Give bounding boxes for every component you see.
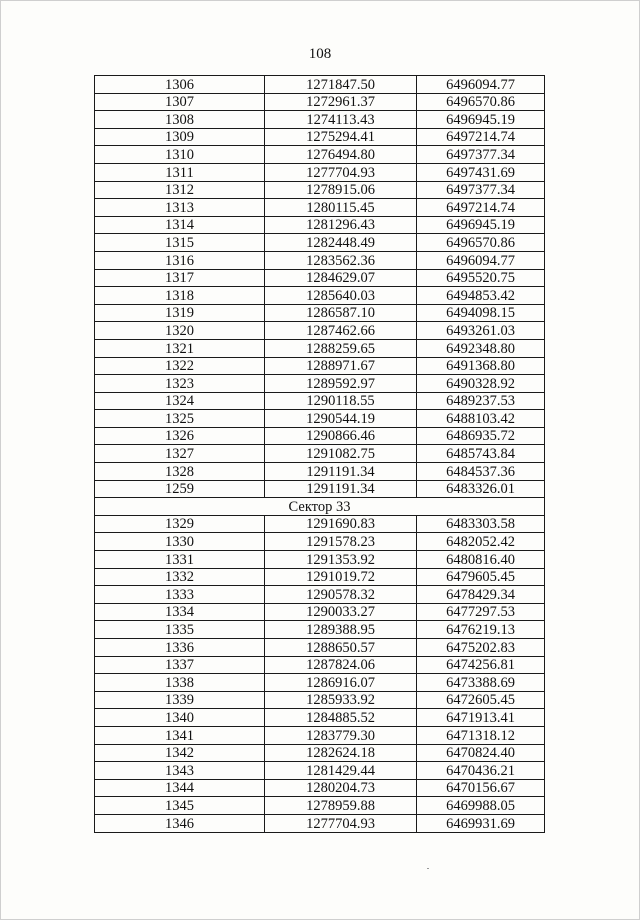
table-row bbox=[95, 568, 545, 586]
point-number-cell: 1337 bbox=[95, 656, 265, 674]
table-row bbox=[95, 445, 545, 463]
y-coordinate-cell: 6494098.15 bbox=[417, 304, 545, 322]
y-coordinate-cell: 6470436.21 bbox=[417, 762, 545, 780]
point-number-cell: 1338 bbox=[95, 674, 265, 692]
table-row bbox=[95, 427, 545, 445]
point-number-cell: 1306 bbox=[95, 76, 265, 94]
table-row bbox=[95, 76, 545, 94]
x-coordinate-cell: 1276494.80 bbox=[265, 146, 417, 164]
x-coordinate-cell: 1271847.50 bbox=[265, 76, 417, 94]
x-coordinate-cell: 1287824.06 bbox=[265, 656, 417, 674]
y-coordinate-cell: 6469931.69 bbox=[417, 814, 545, 832]
table-row bbox=[95, 234, 545, 252]
table-row bbox=[95, 656, 545, 674]
table-row bbox=[95, 691, 545, 709]
y-coordinate-cell: 6470156.67 bbox=[417, 779, 545, 797]
table-row bbox=[95, 463, 545, 481]
x-coordinate-cell: 1291690.83 bbox=[265, 515, 417, 533]
table-row bbox=[95, 128, 545, 146]
y-coordinate-cell: 6496945.19 bbox=[417, 216, 545, 234]
x-coordinate-cell: 1290578.32 bbox=[265, 586, 417, 604]
y-coordinate-cell: 6488103.42 bbox=[417, 410, 545, 428]
table-row bbox=[95, 621, 545, 639]
y-coordinate-cell: 6490328.92 bbox=[417, 375, 545, 393]
y-coordinate-cell: 6476219.13 bbox=[417, 621, 545, 639]
x-coordinate-cell: 1280204.73 bbox=[265, 779, 417, 797]
x-coordinate-cell: 1291578.23 bbox=[265, 533, 417, 551]
table-row bbox=[95, 674, 545, 692]
y-coordinate-cell: 6477297.53 bbox=[417, 603, 545, 621]
point-number-cell: 1334 bbox=[95, 603, 265, 621]
table-row bbox=[95, 181, 545, 199]
table-row bbox=[95, 287, 545, 305]
y-coordinate-cell: 6482052.42 bbox=[417, 533, 545, 551]
point-number-cell: 1342 bbox=[95, 744, 265, 762]
x-coordinate-cell: 1282448.49 bbox=[265, 234, 417, 252]
y-coordinate-cell: 6496570.86 bbox=[417, 234, 545, 252]
table-row bbox=[95, 814, 545, 832]
y-coordinate-cell: 6479605.45 bbox=[417, 568, 545, 586]
point-number-cell: 1259 bbox=[95, 480, 265, 498]
table-row bbox=[95, 146, 545, 164]
x-coordinate-cell: 1291191.34 bbox=[265, 463, 417, 481]
y-coordinate-cell: 6489237.53 bbox=[417, 392, 545, 410]
table-row bbox=[95, 779, 545, 797]
y-coordinate-cell: 6474256.81 bbox=[417, 656, 545, 674]
point-number-cell: 1341 bbox=[95, 726, 265, 744]
x-coordinate-cell: 1283779.30 bbox=[265, 726, 417, 744]
table-row bbox=[95, 375, 545, 393]
x-coordinate-cell: 1291191.34 bbox=[265, 480, 417, 498]
x-coordinate-cell: 1289592.97 bbox=[265, 375, 417, 393]
point-number-cell: 1327 bbox=[95, 445, 265, 463]
y-coordinate-cell: 6483303.58 bbox=[417, 515, 545, 533]
x-coordinate-cell: 1277704.93 bbox=[265, 163, 417, 181]
table-row bbox=[95, 269, 545, 287]
point-number-cell: 1326 bbox=[95, 427, 265, 445]
x-coordinate-cell: 1280115.45 bbox=[265, 199, 417, 217]
table-row bbox=[95, 551, 545, 569]
y-coordinate-cell: 6497214.74 bbox=[417, 199, 545, 217]
y-coordinate-cell: 6484537.36 bbox=[417, 463, 545, 481]
table-row bbox=[95, 726, 545, 744]
point-number-cell: 1332 bbox=[95, 568, 265, 586]
y-coordinate-cell: 6483326.01 bbox=[417, 480, 545, 498]
y-coordinate-cell: 6470824.40 bbox=[417, 744, 545, 762]
x-coordinate-cell: 1289388.95 bbox=[265, 621, 417, 639]
point-number-cell: 1320 bbox=[95, 322, 265, 340]
point-number-cell: 1345 bbox=[95, 797, 265, 815]
x-coordinate-cell: 1288971.67 bbox=[265, 357, 417, 375]
x-coordinate-cell: 1277704.93 bbox=[265, 814, 417, 832]
x-coordinate-cell: 1285933.92 bbox=[265, 691, 417, 709]
point-number-cell: 1343 bbox=[95, 762, 265, 780]
x-coordinate-cell: 1291082.75 bbox=[265, 445, 417, 463]
x-coordinate-cell: 1291353.92 bbox=[265, 551, 417, 569]
point-number-cell: 1322 bbox=[95, 357, 265, 375]
point-number-cell: 1325 bbox=[95, 410, 265, 428]
x-coordinate-cell: 1272961.37 bbox=[265, 93, 417, 111]
table-row bbox=[95, 93, 545, 111]
x-coordinate-cell: 1281296.43 bbox=[265, 216, 417, 234]
page-number: 108 bbox=[308, 46, 332, 62]
point-number-cell: 1346 bbox=[95, 814, 265, 832]
point-number-cell: 1329 bbox=[95, 515, 265, 533]
coordinates-table-body bbox=[95, 76, 545, 833]
y-coordinate-cell: 6478429.34 bbox=[417, 586, 545, 604]
point-number-cell: 1321 bbox=[95, 339, 265, 357]
point-number-cell: 1336 bbox=[95, 639, 265, 657]
y-coordinate-cell: 6471318.12 bbox=[417, 726, 545, 744]
point-number-cell: 1316 bbox=[95, 251, 265, 269]
point-number-cell: 1331 bbox=[95, 551, 265, 569]
y-coordinate-cell: 6497377.34 bbox=[417, 181, 545, 199]
point-number-cell: 1312 bbox=[95, 181, 265, 199]
table-row bbox=[95, 709, 545, 727]
table-row bbox=[95, 251, 545, 269]
point-number-cell: 1344 bbox=[95, 779, 265, 797]
point-number-cell: 1339 bbox=[95, 691, 265, 709]
point-number-cell: 1340 bbox=[95, 709, 265, 727]
table-row bbox=[95, 762, 545, 780]
point-number-cell: 1335 bbox=[95, 621, 265, 639]
sector-row bbox=[95, 498, 545, 516]
x-coordinate-cell: 1286587.10 bbox=[265, 304, 417, 322]
table-row bbox=[95, 199, 545, 217]
table-row bbox=[95, 304, 545, 322]
y-coordinate-cell: 6494853.42 bbox=[417, 287, 545, 305]
x-coordinate-cell: 1290118.55 bbox=[265, 392, 417, 410]
x-coordinate-cell: 1288259.65 bbox=[265, 339, 417, 357]
x-coordinate-cell: 1281429.44 bbox=[265, 762, 417, 780]
point-number-cell: 1318 bbox=[95, 287, 265, 305]
table-row bbox=[95, 322, 545, 340]
table-row bbox=[95, 797, 545, 815]
y-coordinate-cell: 6496094.77 bbox=[417, 251, 545, 269]
point-number-cell: 1308 bbox=[95, 111, 265, 129]
x-coordinate-cell: 1291019.72 bbox=[265, 568, 417, 586]
point-number-cell: 1324 bbox=[95, 392, 265, 410]
point-number-cell: 1314 bbox=[95, 216, 265, 234]
table-row bbox=[95, 639, 545, 657]
y-coordinate-cell: 6469988.05 bbox=[417, 797, 545, 815]
y-coordinate-cell: 6495520.75 bbox=[417, 269, 545, 287]
point-number-cell: 1328 bbox=[95, 463, 265, 481]
table-row bbox=[95, 216, 545, 234]
x-coordinate-cell: 1290544.19 bbox=[265, 410, 417, 428]
point-number-cell: 1315 bbox=[95, 234, 265, 252]
point-number-cell: 1330 bbox=[95, 533, 265, 551]
y-coordinate-cell: 6480816.40 bbox=[417, 551, 545, 569]
y-coordinate-cell: 6493261.03 bbox=[417, 322, 545, 340]
x-coordinate-cell: 1283562.36 bbox=[265, 251, 417, 269]
table-row bbox=[95, 515, 545, 533]
y-coordinate-cell: 6496570.86 bbox=[417, 93, 545, 111]
y-coordinate-cell: 6471913.41 bbox=[417, 709, 545, 727]
x-coordinate-cell: 1278915.06 bbox=[265, 181, 417, 199]
y-coordinate-cell: 6472605.45 bbox=[417, 691, 545, 709]
table-row bbox=[95, 533, 545, 551]
point-number-cell: 1311 bbox=[95, 163, 265, 181]
x-coordinate-cell: 1287462.66 bbox=[265, 322, 417, 340]
x-coordinate-cell: 1274113.43 bbox=[265, 111, 417, 129]
x-coordinate-cell: 1275294.41 bbox=[265, 128, 417, 146]
x-coordinate-cell: 1285640.03 bbox=[265, 287, 417, 305]
point-number-cell: 1323 bbox=[95, 375, 265, 393]
y-coordinate-cell: 6497377.34 bbox=[417, 146, 545, 164]
x-coordinate-cell: 1286916.07 bbox=[265, 674, 417, 692]
point-number-cell: 1333 bbox=[95, 586, 265, 604]
y-coordinate-cell: 6496094.77 bbox=[417, 76, 545, 94]
y-coordinate-cell: 6492348.80 bbox=[417, 339, 545, 357]
point-number-cell: 1317 bbox=[95, 269, 265, 287]
y-coordinate-cell: 6486935.72 bbox=[417, 427, 545, 445]
point-number-cell: 1309 bbox=[95, 128, 265, 146]
coordinates-table bbox=[94, 75, 545, 833]
scan-speck bbox=[427, 868, 429, 869]
table-row bbox=[95, 480, 545, 498]
y-coordinate-cell: 6485743.84 bbox=[417, 445, 545, 463]
table-row bbox=[95, 163, 545, 181]
point-number-cell: 1310 bbox=[95, 146, 265, 164]
y-coordinate-cell: 6497214.74 bbox=[417, 128, 545, 146]
point-number-cell: 1319 bbox=[95, 304, 265, 322]
table-row bbox=[95, 586, 545, 604]
table-row bbox=[95, 392, 545, 410]
x-coordinate-cell: 1290033.27 bbox=[265, 603, 417, 621]
table-row bbox=[95, 410, 545, 428]
table-row bbox=[95, 357, 545, 375]
x-coordinate-cell: 1284629.07 bbox=[265, 269, 417, 287]
x-coordinate-cell: 1284885.52 bbox=[265, 709, 417, 727]
x-coordinate-cell: 1278959.88 bbox=[265, 797, 417, 815]
table-row bbox=[95, 111, 545, 129]
table-row bbox=[95, 603, 545, 621]
table-row bbox=[95, 339, 545, 357]
y-coordinate-cell: 6473388.69 bbox=[417, 674, 545, 692]
y-coordinate-cell: 6491368.80 bbox=[417, 357, 545, 375]
point-number-cell: 1307 bbox=[95, 93, 265, 111]
table-row bbox=[95, 744, 545, 762]
y-coordinate-cell: 6497431.69 bbox=[417, 163, 545, 181]
y-coordinate-cell: 6475202.83 bbox=[417, 639, 545, 657]
x-coordinate-cell: 1290866.46 bbox=[265, 427, 417, 445]
x-coordinate-cell: 1282624.18 bbox=[265, 744, 417, 762]
point-number-cell: 1313 bbox=[95, 199, 265, 217]
sector-heading: Сектор 33 bbox=[95, 498, 545, 516]
x-coordinate-cell: 1288650.57 bbox=[265, 639, 417, 657]
y-coordinate-cell: 6496945.19 bbox=[417, 111, 545, 129]
